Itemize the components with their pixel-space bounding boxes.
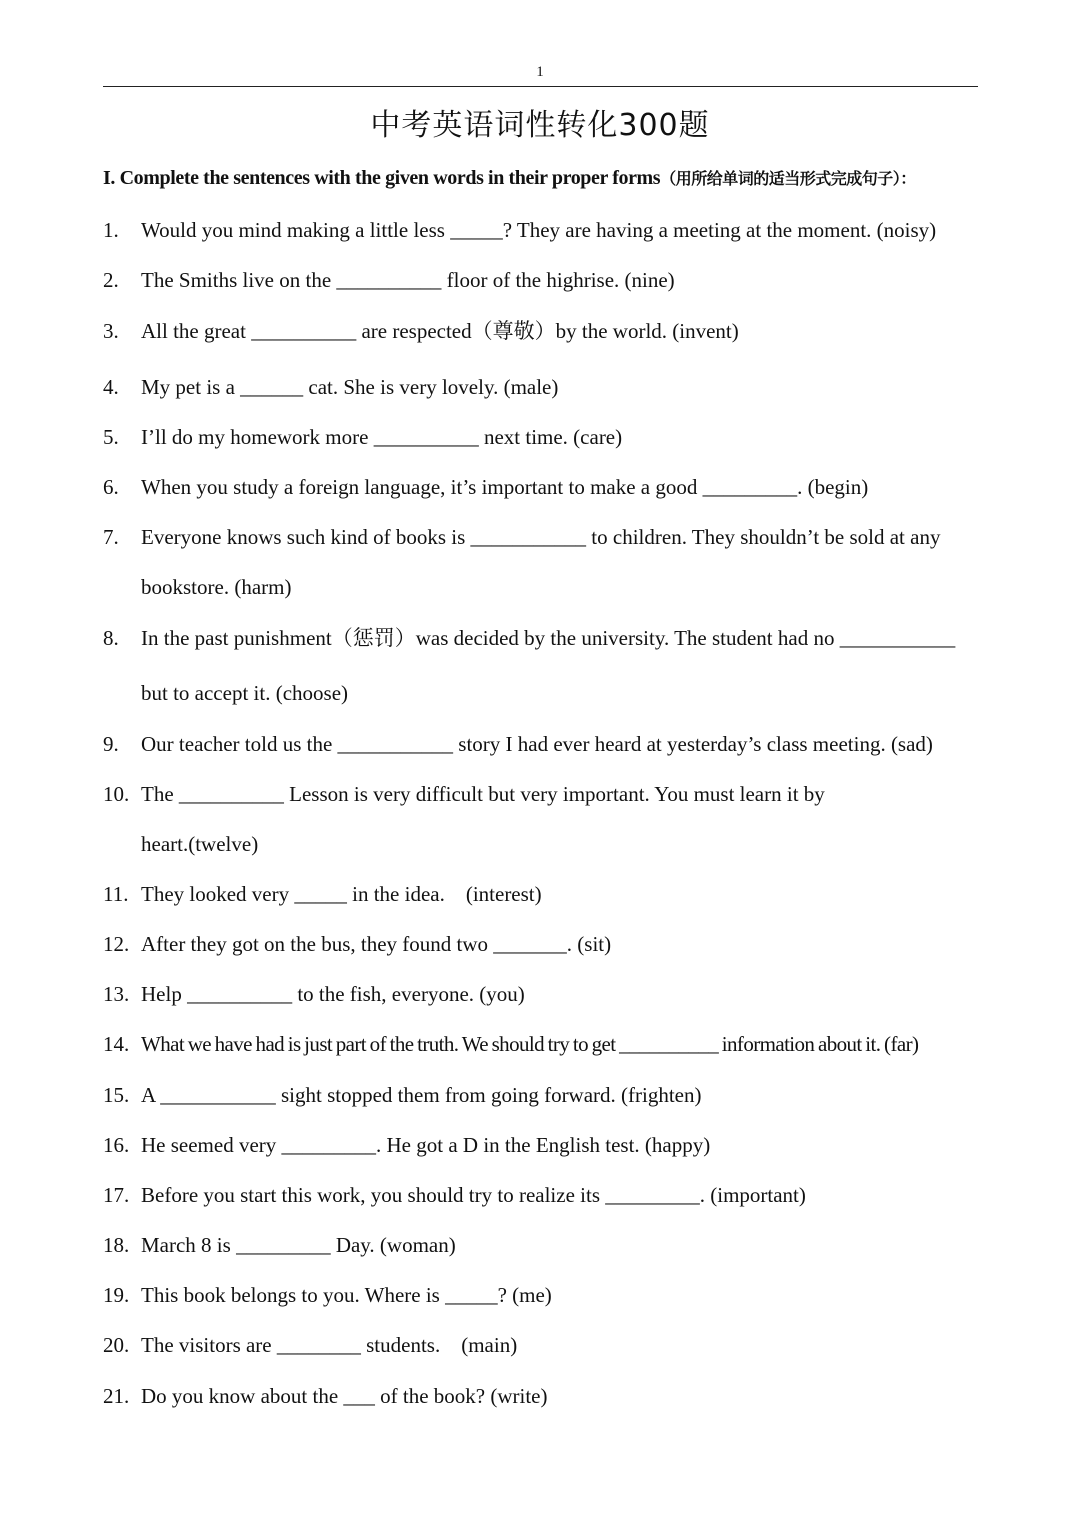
question-item bbox=[103, 1019, 983, 1069]
question-text: This book belongs to you. Where is _____? (me) bbox=[141, 1283, 552, 1307]
question-number: 11. bbox=[103, 882, 129, 906]
question-text: What we have had is just part of the truth. We should try to get __________ information about it. (far) bbox=[141, 1032, 919, 1056]
question-item bbox=[103, 1120, 983, 1170]
header-rule bbox=[103, 86, 978, 87]
question-item bbox=[103, 869, 983, 919]
question-text: Our teacher told us the ___________ story I had ever heard at yesterday’s class meeting. (sad) bbox=[141, 732, 933, 756]
question-text: The Smiths live on the __________ floor of the highrise. (nine) bbox=[141, 268, 675, 292]
question-item bbox=[103, 1270, 983, 1320]
question-number: 14. bbox=[103, 1032, 130, 1056]
question-item bbox=[103, 1371, 983, 1421]
question-number: 6. bbox=[103, 475, 119, 499]
question-item bbox=[103, 613, 983, 663]
question-number: 13. bbox=[103, 982, 130, 1006]
question-item bbox=[103, 919, 983, 969]
question-number: 18. bbox=[103, 1233, 130, 1257]
question-text: He seemed very _________. He got a D in the English test. (happy) bbox=[141, 1133, 711, 1157]
question-number: 2. bbox=[103, 268, 119, 292]
question-number: 17. bbox=[103, 1183, 130, 1207]
question-item bbox=[103, 1170, 983, 1220]
question-item bbox=[103, 1220, 983, 1270]
question-number: 19. bbox=[103, 1283, 130, 1307]
question-item bbox=[103, 1320, 983, 1370]
question-item bbox=[103, 462, 983, 512]
question-item bbox=[103, 512, 983, 562]
section-instructions bbox=[103, 166, 1003, 190]
question-item bbox=[103, 205, 983, 255]
question-text: I’ll do my homework more __________ next time. (care) bbox=[141, 425, 623, 449]
question-text-continued: heart.(twelve) bbox=[141, 832, 259, 856]
question-text: March 8 is _________ Day. (woman) bbox=[141, 1233, 456, 1257]
instructions-en: I. Complete the sentences with the given words in their proper forms bbox=[103, 167, 661, 189]
question-text: The visitors are ________ students. (main) bbox=[141, 1333, 518, 1357]
question-number: 4. bbox=[103, 375, 119, 399]
question-text: When you study a foreign language, it’s important to make a good _________. (begin) bbox=[141, 475, 869, 499]
question-item bbox=[103, 769, 983, 819]
question-number: 5. bbox=[103, 425, 119, 449]
question-number: 15. bbox=[103, 1083, 130, 1107]
question-text: In the past punishment（惩罚）was decided by the university. The student had no ___________ bbox=[141, 626, 956, 650]
question-text: Before you start this work, you should try to realize its _________. (important) bbox=[141, 1183, 806, 1207]
question-number: 8. bbox=[103, 626, 119, 650]
question-text: They looked very _____ in the idea. (interest) bbox=[141, 882, 542, 906]
question-text: Would you mind making a little less _____? They are having a meeting at the moment. (noisy) bbox=[141, 218, 937, 242]
question-number: 1. bbox=[103, 218, 119, 242]
question-item bbox=[103, 306, 983, 356]
page-title: 中考英语词性转化300题 bbox=[370, 108, 710, 143]
question-text: A ___________ sight stopped them from going forward. (frighten) bbox=[141, 1083, 702, 1107]
question-text: The __________ Lesson is very difficult but very important. You must learn it by bbox=[141, 782, 825, 806]
question-text-continued: bookstore. (harm) bbox=[141, 575, 292, 599]
question-text: After they got on the bus, they found two _______. (sit) bbox=[141, 932, 612, 956]
question-number: 21. bbox=[103, 1384, 130, 1408]
question-text-continued: but to accept it. (choose) bbox=[141, 681, 349, 705]
question-item bbox=[103, 255, 983, 305]
page-number: 1 bbox=[536, 64, 544, 80]
question-item bbox=[103, 719, 983, 769]
question-item bbox=[103, 1070, 983, 1120]
question-number: 7. bbox=[103, 525, 119, 549]
question-number: 12. bbox=[103, 932, 130, 956]
question-number: 3. bbox=[103, 319, 119, 343]
question-text: All the great __________ are respected（尊敬）by the world. (invent) bbox=[141, 319, 739, 343]
question-number: 16. bbox=[103, 1133, 130, 1157]
question-text: Everyone knows such kind of books is ___________ to children. They shouldn’t be sold at any bbox=[141, 525, 941, 549]
question-text: Help __________ to the fish, everyone. (you) bbox=[141, 982, 525, 1006]
question-item bbox=[103, 412, 983, 462]
question-number: 20. bbox=[103, 1333, 130, 1357]
instructions-cn: （用所给单词的适当形式完成句子）： bbox=[660, 169, 916, 188]
question-number: 9. bbox=[103, 732, 119, 756]
question-item bbox=[103, 362, 983, 412]
question-number: 10. bbox=[103, 782, 130, 806]
question-item bbox=[103, 969, 983, 1019]
question-text: Do you know about the ___ of the book? (write) bbox=[141, 1384, 548, 1408]
question-text: My pet is a ______ cat. She is very lovely. (male) bbox=[141, 375, 559, 399]
